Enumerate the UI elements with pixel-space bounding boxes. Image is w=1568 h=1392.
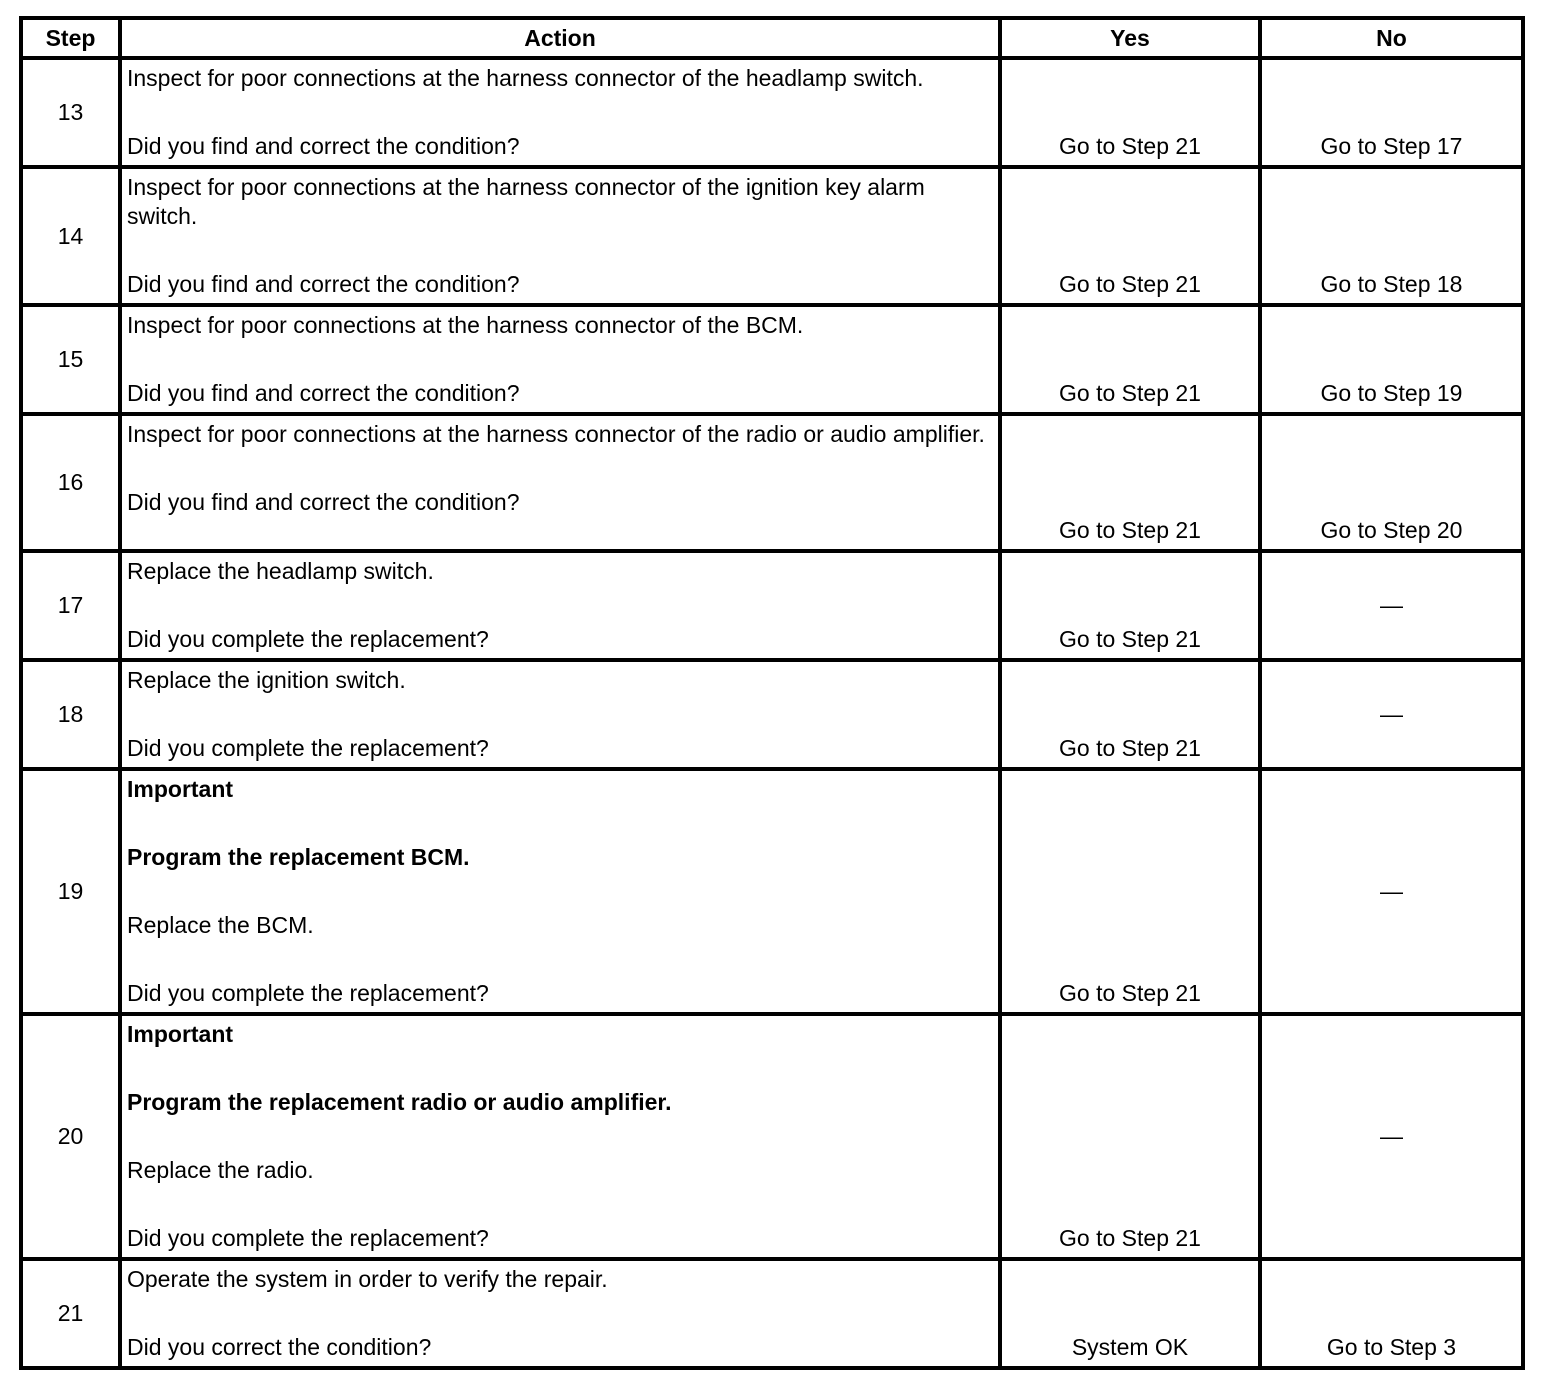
action-cell: [120, 551, 1000, 660]
action-text: Operate the system in order to verify the repair.: [127, 1266, 608, 1292]
action-text: Inspect for poor connections at the harness connector of the radio or audio amplifier.: [127, 421, 985, 447]
table-row: [21, 58, 1523, 167]
yes-result: Go to Step 21: [1000, 414, 1260, 551]
action-question: Did you correct the condition?: [127, 1334, 432, 1360]
header-action: Action: [120, 18, 1000, 58]
header-step: Step: [21, 18, 120, 58]
table-row: [21, 1259, 1523, 1368]
yes-result: Go to Step 21: [1000, 58, 1260, 167]
yes-result: Go to Step 21: [1000, 660, 1260, 769]
action-text: Inspect for poor connections at the harness connector of the BCM.: [127, 312, 804, 338]
action-text: Inspect for poor connections at the harness connector of the ignition key alarm switch.: [127, 174, 925, 229]
action-question: Did you find and correct the condition?: [127, 133, 520, 159]
yes-result: Go to Step 21: [1000, 1014, 1260, 1259]
header-yes: Yes: [1000, 18, 1260, 58]
important-note: Program the replacement BCM.: [127, 844, 470, 870]
action-question: Did you complete the replacement?: [127, 980, 489, 1006]
step-number: 20: [21, 1014, 120, 1259]
action-cell: [120, 769, 1000, 1014]
step-number: 17: [21, 551, 120, 660]
no-result: Go to Step 20: [1260, 414, 1523, 551]
action-text: Inspect for poor connections at the harness connector of the headlamp switch.: [127, 65, 924, 91]
yes-result: Go to Step 21: [1000, 167, 1260, 305]
step-number: 18: [21, 660, 120, 769]
action-cell: [120, 1259, 1000, 1368]
table-row: [21, 414, 1523, 551]
header-no: No: [1260, 18, 1523, 58]
table-row: [21, 167, 1523, 305]
step-number: 13: [21, 58, 120, 167]
action-text: Replace the radio.: [127, 1157, 314, 1183]
action-question: Did you find and correct the condition?: [127, 380, 520, 406]
step-number: 14: [21, 167, 120, 305]
yes-result: Go to Step 21: [1000, 551, 1260, 660]
diagnostic-steps-table: [19, 16, 1525, 1370]
important-label: Important: [127, 1021, 234, 1047]
no-result: Go to Step 19: [1260, 305, 1523, 414]
no-result: Go to Step 3: [1260, 1259, 1523, 1368]
action-question: Did you find and correct the condition?: [127, 489, 520, 515]
important-label: Important: [127, 776, 234, 802]
action-cell: [120, 58, 1000, 167]
yes-result: System OK: [1000, 1259, 1260, 1368]
table-row: [21, 1014, 1523, 1259]
table-row: [21, 551, 1523, 660]
step-number: 16: [21, 414, 120, 551]
action-cell: [120, 414, 1000, 551]
action-text: Replace the ignition switch.: [127, 667, 406, 693]
action-question: Did you find and correct the condition?: [127, 271, 520, 297]
yes-result: Go to Step 21: [1000, 305, 1260, 414]
action-question: Did you complete the replacement?: [127, 1225, 489, 1251]
action-question: Did you complete the replacement?: [127, 626, 489, 652]
action-cell: [120, 1014, 1000, 1259]
action-cell: [120, 305, 1000, 414]
action-cell: [120, 660, 1000, 769]
no-result-dash: —: [1260, 551, 1523, 660]
no-result: Go to Step 17: [1260, 58, 1523, 167]
table-header-row: [21, 18, 1523, 58]
action-question: Did you complete the replacement?: [127, 735, 489, 761]
action-cell: [120, 167, 1000, 305]
important-note: Program the replacement radio or audio amplifier.: [127, 1089, 672, 1115]
table-row: [21, 660, 1523, 769]
action-text: Replace the headlamp switch.: [127, 558, 434, 584]
no-result-dash: —: [1260, 769, 1523, 1014]
step-number: 15: [21, 305, 120, 414]
no-result-dash: —: [1260, 1014, 1523, 1259]
step-number: 19: [21, 769, 120, 1014]
table-row: [21, 305, 1523, 414]
no-result-dash: —: [1260, 660, 1523, 769]
table-row: [21, 769, 1523, 1014]
no-result: Go to Step 18: [1260, 167, 1523, 305]
step-number: 21: [21, 1259, 120, 1368]
action-text: Replace the BCM.: [127, 912, 314, 938]
yes-result: Go to Step 21: [1000, 769, 1260, 1014]
